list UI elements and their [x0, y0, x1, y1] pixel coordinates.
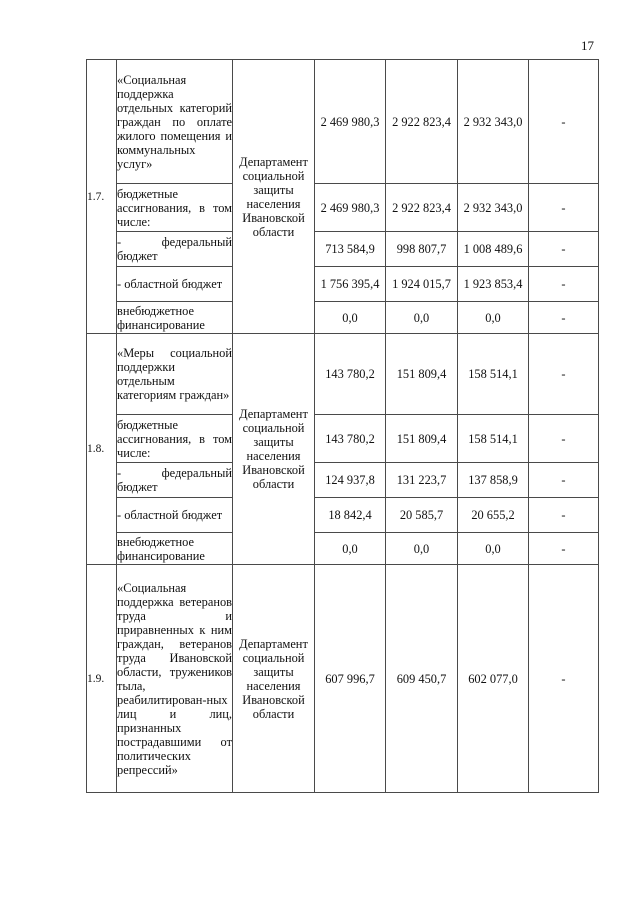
table-row [87, 184, 599, 232]
value-cell: - [529, 533, 599, 565]
section-number: 1.8. [87, 334, 117, 565]
value-cell: 2 922 823,4 [386, 60, 458, 184]
value-cell: 2 932 343,0 [458, 184, 529, 232]
section-number: 1.9. [87, 565, 117, 793]
value-cell: 1 756 395,4 [315, 267, 386, 302]
budget-table [86, 59, 599, 793]
value-cell: 131 223,7 [386, 463, 458, 498]
table-row [87, 232, 599, 267]
value-cell: 2 469 980,3 [315, 184, 386, 232]
program-name: «Социальная поддержка отдельных категорий граждан по оплате жилого помещения и коммунальных услуг» [117, 60, 233, 184]
value-cell: - [529, 334, 599, 415]
table-row [87, 302, 599, 334]
value-cell: 998 807,7 [386, 232, 458, 267]
table-row [87, 498, 599, 533]
row-label: внебюджетное финансирование [117, 533, 233, 565]
row-label: бюджетные ассигнования, в том числе: [117, 415, 233, 463]
program-name: «Меры социальной поддержки отдельным категориям граждан» [117, 334, 233, 415]
value-cell: - [529, 184, 599, 232]
value-cell: 137 858,9 [458, 463, 529, 498]
value-cell: 2 922 823,4 [386, 184, 458, 232]
value-cell: 609 450,7 [386, 565, 458, 793]
value-cell: 18 842,4 [315, 498, 386, 533]
value-cell: 2 469 980,3 [315, 60, 386, 184]
program-name: «Социальная поддержка ветеранов труда и приравненных к ним граждан, ветеранов труда Ивановской области, тружеников тыла, реабилитирован-ных лиц и лиц, признанных пострадавшими от политических репрессий» [117, 565, 233, 793]
department-cell: Департамент социальной защиты населения Ивановской области [233, 565, 315, 793]
value-cell: - [529, 232, 599, 267]
value-cell: - [529, 498, 599, 533]
value-cell: - [529, 267, 599, 302]
value-cell: 0,0 [315, 302, 386, 334]
value-cell: 1 924 015,7 [386, 267, 458, 302]
table-row [87, 565, 599, 793]
table-row [87, 60, 599, 184]
value-cell: 143 780,2 [315, 334, 386, 415]
value-cell: 20 585,7 [386, 498, 458, 533]
value-cell: 713 584,9 [315, 232, 386, 267]
value-cell: - [529, 60, 599, 184]
table-row [87, 334, 599, 415]
value-cell: 1 923 853,4 [458, 267, 529, 302]
row-label: внебюджетное финансирование [117, 302, 233, 334]
value-cell: 607 996,7 [315, 565, 386, 793]
table-row [87, 415, 599, 463]
value-cell: - [529, 415, 599, 463]
value-cell: 143 780,2 [315, 415, 386, 463]
table-row [87, 533, 599, 565]
value-cell: 2 932 343,0 [458, 60, 529, 184]
value-cell: 1 008 489,6 [458, 232, 529, 267]
page-number: 17 [581, 38, 594, 53]
value-cell: - [529, 302, 599, 334]
value-cell: 0,0 [458, 302, 529, 334]
row-label: - федеральный бюджет [117, 232, 233, 267]
value-cell: - [529, 565, 599, 793]
department-cell: Департамент социальной защиты населения Ивановской области [233, 334, 315, 565]
department-cell: Департамент социальной защиты населения Ивановской области [233, 60, 315, 334]
table-row [87, 267, 599, 302]
value-cell: 0,0 [386, 302, 458, 334]
row-label: - областной бюджет [117, 498, 233, 533]
value-cell: 124 937,8 [315, 463, 386, 498]
value-cell: 151 809,4 [386, 415, 458, 463]
row-label: - областной бюджет [117, 267, 233, 302]
section-number: 1.7. [87, 60, 117, 334]
row-label: - федеральный бюджет [117, 463, 233, 498]
value-cell: 20 655,2 [458, 498, 529, 533]
value-cell: - [529, 463, 599, 498]
value-cell: 602 077,0 [458, 565, 529, 793]
value-cell: 0,0 [315, 533, 386, 565]
row-label: бюджетные ассигнования, в том числе: [117, 184, 233, 232]
table-row [87, 463, 599, 498]
value-cell: 158 514,1 [458, 334, 529, 415]
value-cell: 151 809,4 [386, 334, 458, 415]
value-cell: 0,0 [458, 533, 529, 565]
value-cell: 0,0 [386, 533, 458, 565]
value-cell: 158 514,1 [458, 415, 529, 463]
